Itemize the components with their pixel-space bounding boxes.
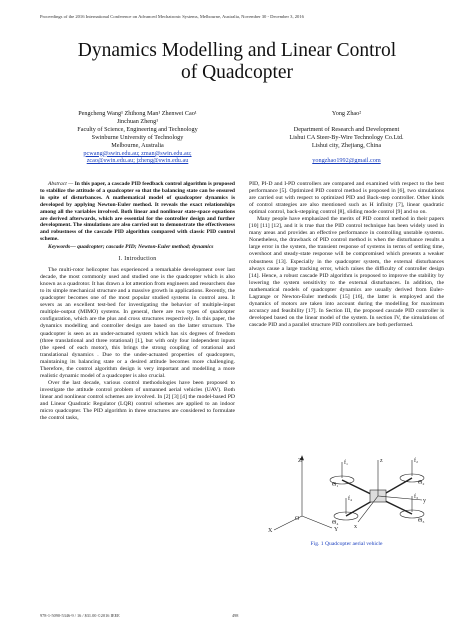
email-link[interactable]: zcao@swin.edu.au; jzheng@swin.edu.au	[86, 157, 189, 165]
body-y-label: y	[423, 498, 426, 504]
motor-label-2: Θ₂	[418, 480, 425, 486]
keywords: Keywords— quadcopter; cascade PID; Newton-Euler method; dynamics	[48, 244, 214, 251]
abstract-lead: Abstract —	[48, 181, 74, 187]
figure-caption: Fig. 1 Quadcopter aerial vehicle	[310, 541, 383, 547]
affiliation-line: Melbourne, Australia	[111, 141, 164, 149]
affiliation-line: Lishui CA Steer-By-Wire Technology Co.Ltd.	[289, 133, 404, 141]
affiliation-line: Faculty of Science, Engineering and Technology	[77, 125, 198, 133]
motor-label-1: Θ₁	[332, 482, 339, 488]
proceedings-header: Proceedings of the 2016 International Conference on Advanced Mechatronic Systems, Melbourne, Australia, November 30 - December 3, 2016	[40, 14, 304, 19]
affiliation-line: Department of Research and Development	[293, 125, 400, 133]
author-name: Yong Zhao²	[331, 110, 362, 117]
affiliation-line: Lishui city, Zhejiang, China	[311, 141, 382, 149]
paragraph: PID, PI-D and I-PD controllers are compared and examined with respect to the best performance [5]. Optimized PID control method is proposed in [6], two simulations are carried out with respect to optimized PID and Back-step controller. Other kinds of control strategies are also mentioned such as H infinity [7], linear quadratic optimal control, back-stepping control [8], sliding mode control [9] and so on.	[249, 181, 444, 216]
thrust-label-1: f₁	[344, 460, 349, 466]
title-line-1: Dynamics Modelling and Linear Control	[77, 40, 397, 61]
left-column	[40, 181, 235, 422]
origin-label: O	[295, 516, 300, 522]
author-block-right	[249, 110, 444, 165]
author-block-left	[40, 110, 235, 165]
paragraph: Over the last decade, various control methodologies have been proposed to investigate the attitude control problem of unmanned aerial vehicles (UAV). Both linear and nonlinear control schemes are involved. In [2] [3] [4] the model-based PD and Linear Quadratic Regulator (LQR) control schemes are applied to an indoor micro quadcopter. The PID algorithm in three structures are considered to formulate the control tasks,	[40, 379, 235, 422]
author-names-2: Jinchuan Zheng¹	[116, 117, 159, 125]
y-axis-label: Y	[334, 527, 339, 533]
motor-label-3: Θ₃	[418, 518, 425, 524]
motor-label-4: Θ₄	[332, 520, 339, 526]
copyright-footer: 978-1-5090-5346-9 / 16 / $31.00 ©2016 IEEE	[40, 613, 120, 618]
thrust-label-3: f₃	[414, 494, 419, 500]
email-link[interactable]: yongzhao1992@gmail.com	[312, 157, 381, 165]
y-axis-line	[302, 516, 332, 528]
quadcopter-figure	[262, 452, 440, 534]
abstract	[40, 181, 235, 243]
page-number: 498	[232, 613, 239, 618]
z-axis-label: Z	[298, 458, 302, 464]
section-heading-introduction: I. Introduction	[118, 256, 157, 263]
thrust-label-2: f₂	[414, 458, 419, 464]
paper-title	[0, 40, 474, 84]
body-x-label: x	[354, 524, 357, 530]
title-line-2: of Quadcopter	[180, 62, 294, 83]
affiliation-line: Swinburne University of Technology	[91, 133, 184, 141]
body-z-label: z	[380, 458, 383, 464]
x-axis-label: X	[268, 528, 273, 534]
author-names: Pengcheng Wang¹ Zhihong Man¹ Zhenwei Cao¹	[78, 110, 197, 117]
paragraph: Many people have emphasized the merits of PID control method in their papers [10] [11] [12], and it is true that the PID control technique has been widely used in many areas and provides an effective performance in controlling unstable systems. Nonetheless, the drawback of PID control method is when the disturbance results a large error in the system, the transient response of systems in terms of settling time, overshoot and steady-state response will be compromised which presents a weaker robustness [13]. Especially in the quadcopter system, the external disturbances always cause a large tracking error, which raises the difficulty of controller design [14]. Hence, a robust cascade PID algorithm is proposed to improve the stability by lowering the system sensitivity to the external disturbances. In addition, the mathematical models of quadcopter dynamics are usually derived from Euler-Lagrange or Newton-Euler methods [15] [16], the latter is employed and the dynamics of motors are taken into account during the modelling for maximum accuracy and feasibility [17]. In Section III, the proposed cascade PID controller is developed based on the linear model of the system. In section IV, the simulations of cascade PID and a parallel structure PID controllers are both performed.	[249, 216, 444, 328]
paragraph: The multi-rotor helicopter has experienced a remarkable development over last decade, the most commonly used and studied one is the quadcopter which is also known as a quadrotor. It has drawn a lot attention from engineers and researchers due to its simple mechanical structure and a massive growth in applications. Recently, the quadcopter becomes one of the most popular studied systems in control area. It severs as an excellent test-bed for investigating the behavior of multiple-input multiple-output (MIMO) systems. In general, there are two types of quadcopter configuration, which are the plus and cross structures respectively. In this paper, the dynamics modelling and controller design are based on the latter structure. The quadcopter is seen as an under-actuated system which has six degrees of freedom (three translational and three rotational) [1], but with only four independent inputs (the speed of each motor), this brings the strong coupling of rotational and translational dynamics . Due to the under-actuated properties of quadcopters, maintaining its balancing state or a desired attitude becomes more challenging. Therefore, the control algorithm design is very important and modelling a more realistic dynamic model of a quadcopter is also crucial.	[40, 267, 235, 379]
email-link[interactable]: pcwang@swin.edu.au; zman@swin.edu.au;	[83, 149, 192, 157]
abstract-text: In this paper, a cascade PID feedback control algorithm is proposed to stabilize the attitude of a quadcopter so that the balancing state can be ensured in spite of disturbances. A mathematical model of quadcopter dynamics is developed by applying Newton-Euler method. It reveals the exact relationships among all the variables involved. Both linear and nonlinear state-space equations are derived afterwards, which are essential for the controller design and further development. The simulations are also carried out to demonstrate the effectiveness and robustness of the cascade PID algorithm compared with classic PID control scheme.	[40, 181, 235, 243]
body-x-axis	[358, 496, 378, 522]
thrust-label-4: f₄	[348, 496, 353, 502]
right-column	[249, 181, 444, 329]
